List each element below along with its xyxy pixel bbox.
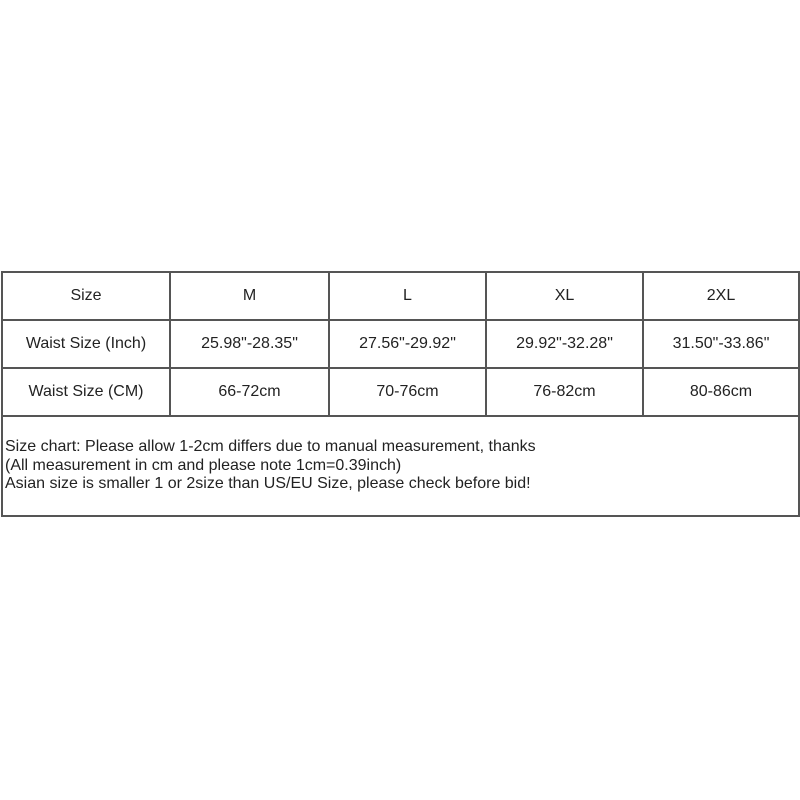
row-label-waist-cm: Waist Size (CM) xyxy=(2,368,170,416)
size-chart xyxy=(1,271,798,517)
header-cell-2xl: 2XL xyxy=(643,272,799,320)
header-cell-size: Size xyxy=(2,272,170,320)
header-cell-m: M xyxy=(170,272,329,320)
header-cell-xl: XL xyxy=(486,272,643,320)
table-row xyxy=(2,320,799,368)
note-line-asian-size: Asian size is smaller 1 or 2size than US/EU Size, please check before bid! xyxy=(5,475,531,492)
table-cell: 76-82cm xyxy=(486,368,643,416)
note-line-conversion: (All measurement in cm and please note 1cm=0.39inch) xyxy=(5,456,402,474)
table-cell: 25.98"-28.35" xyxy=(170,320,329,368)
table-cell: 70-76cm xyxy=(329,368,486,416)
note-line-measurement: Size chart: Please allow 1-2cm differs due to manual measurement, thanks xyxy=(5,438,536,455)
size-table xyxy=(1,271,800,517)
size-notes xyxy=(2,416,799,516)
table-cell: 80-86cm xyxy=(643,368,799,416)
notes-row xyxy=(2,416,799,516)
table-header-row xyxy=(2,272,799,320)
table-cell: 66-72cm xyxy=(170,368,329,416)
table-cell: 27.56"-29.92" xyxy=(329,320,486,368)
table-row xyxy=(2,368,799,416)
table-cell: 31.50"-33.86" xyxy=(643,320,799,368)
table-cell: 29.92"-32.28" xyxy=(486,320,643,368)
row-label-waist-inch: Waist Size (Inch) xyxy=(2,320,170,368)
header-cell-l: L xyxy=(329,272,486,320)
